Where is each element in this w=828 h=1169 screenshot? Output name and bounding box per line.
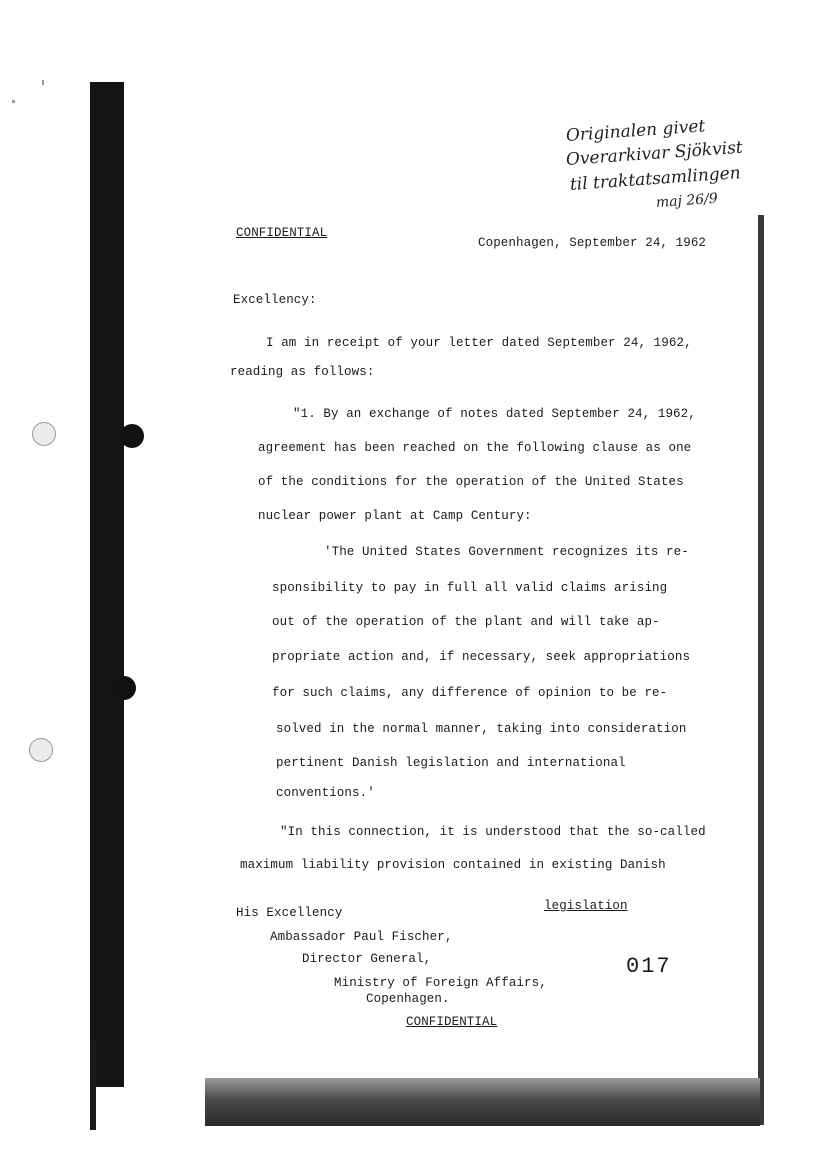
catchword: legislation xyxy=(544,899,628,913)
scan-shadow-left xyxy=(90,82,124,1087)
handwritten-note-line: til traktatsamlingen xyxy=(569,163,742,195)
classification-header: CONFIDENTIAL xyxy=(236,226,328,240)
quote-line: for such claims, any difference of opinion to be re- xyxy=(272,686,668,700)
scan-shadow-bottom xyxy=(205,1078,760,1126)
punch-hole-icon xyxy=(29,738,53,762)
letter-page xyxy=(124,82,758,1078)
page-edge-right xyxy=(758,215,764,1125)
paragraph-line: "In this connection, it is understood that the so-called xyxy=(280,825,706,839)
paragraph-line: of the conditions for the operation of the United States xyxy=(258,475,684,489)
punch-hole-icon xyxy=(120,424,144,448)
quote-line: out of the operation of the plant and will take ap- xyxy=(272,615,660,629)
quote-line: 'The United States Government recognizes its re- xyxy=(324,545,689,559)
intro-line: reading as follows: xyxy=(230,365,375,379)
address-line: Director General, xyxy=(302,952,432,966)
paragraph-line: agreement has been reached on the following clause as one xyxy=(258,441,692,455)
dust-speck xyxy=(12,100,15,103)
address-line: His Excellency xyxy=(236,906,343,920)
address-line: Copenhagen. xyxy=(366,992,450,1006)
page-number: 017 xyxy=(626,954,672,979)
address-line: Ambassador Paul Fischer, xyxy=(270,930,453,944)
punch-hole-icon xyxy=(112,676,136,700)
quote-line: solved in the normal manner, taking into consideration xyxy=(276,722,687,736)
place-date: Copenhagen, September 24, 1962 xyxy=(478,236,707,250)
dust-speck xyxy=(42,80,44,85)
quote-line: propriate action and, if necessary, seek appropriations xyxy=(272,650,691,664)
quote-line: conventions.' xyxy=(276,786,375,800)
handwritten-note-line: Originalen givet xyxy=(565,116,706,146)
paragraph-line: nuclear power plant at Camp Century: xyxy=(258,509,532,523)
quote-line: pertinent Danish legislation and international xyxy=(276,756,626,770)
salutation: Excellency: xyxy=(233,293,317,307)
handwritten-note-line: Overarkivar Sjökvist xyxy=(565,137,744,170)
scan-shadow-left-lower xyxy=(90,1040,96,1130)
punch-hole-icon xyxy=(32,422,56,446)
paragraph-line: "1. By an exchange of notes dated September 24, 1962, xyxy=(293,407,696,421)
quote-line: sponsibility to pay in full all valid claims arising xyxy=(272,581,668,595)
handwritten-note-line: maj 26/9 xyxy=(655,190,719,211)
classification-footer: CONFIDENTIAL xyxy=(406,1015,498,1029)
paragraph-line: maximum liability provision contained in existing Danish xyxy=(240,858,666,872)
intro-line: I am in receipt of your letter dated September 24, 1962, xyxy=(266,336,692,350)
address-line: Ministry of Foreign Affairs, xyxy=(334,976,547,990)
